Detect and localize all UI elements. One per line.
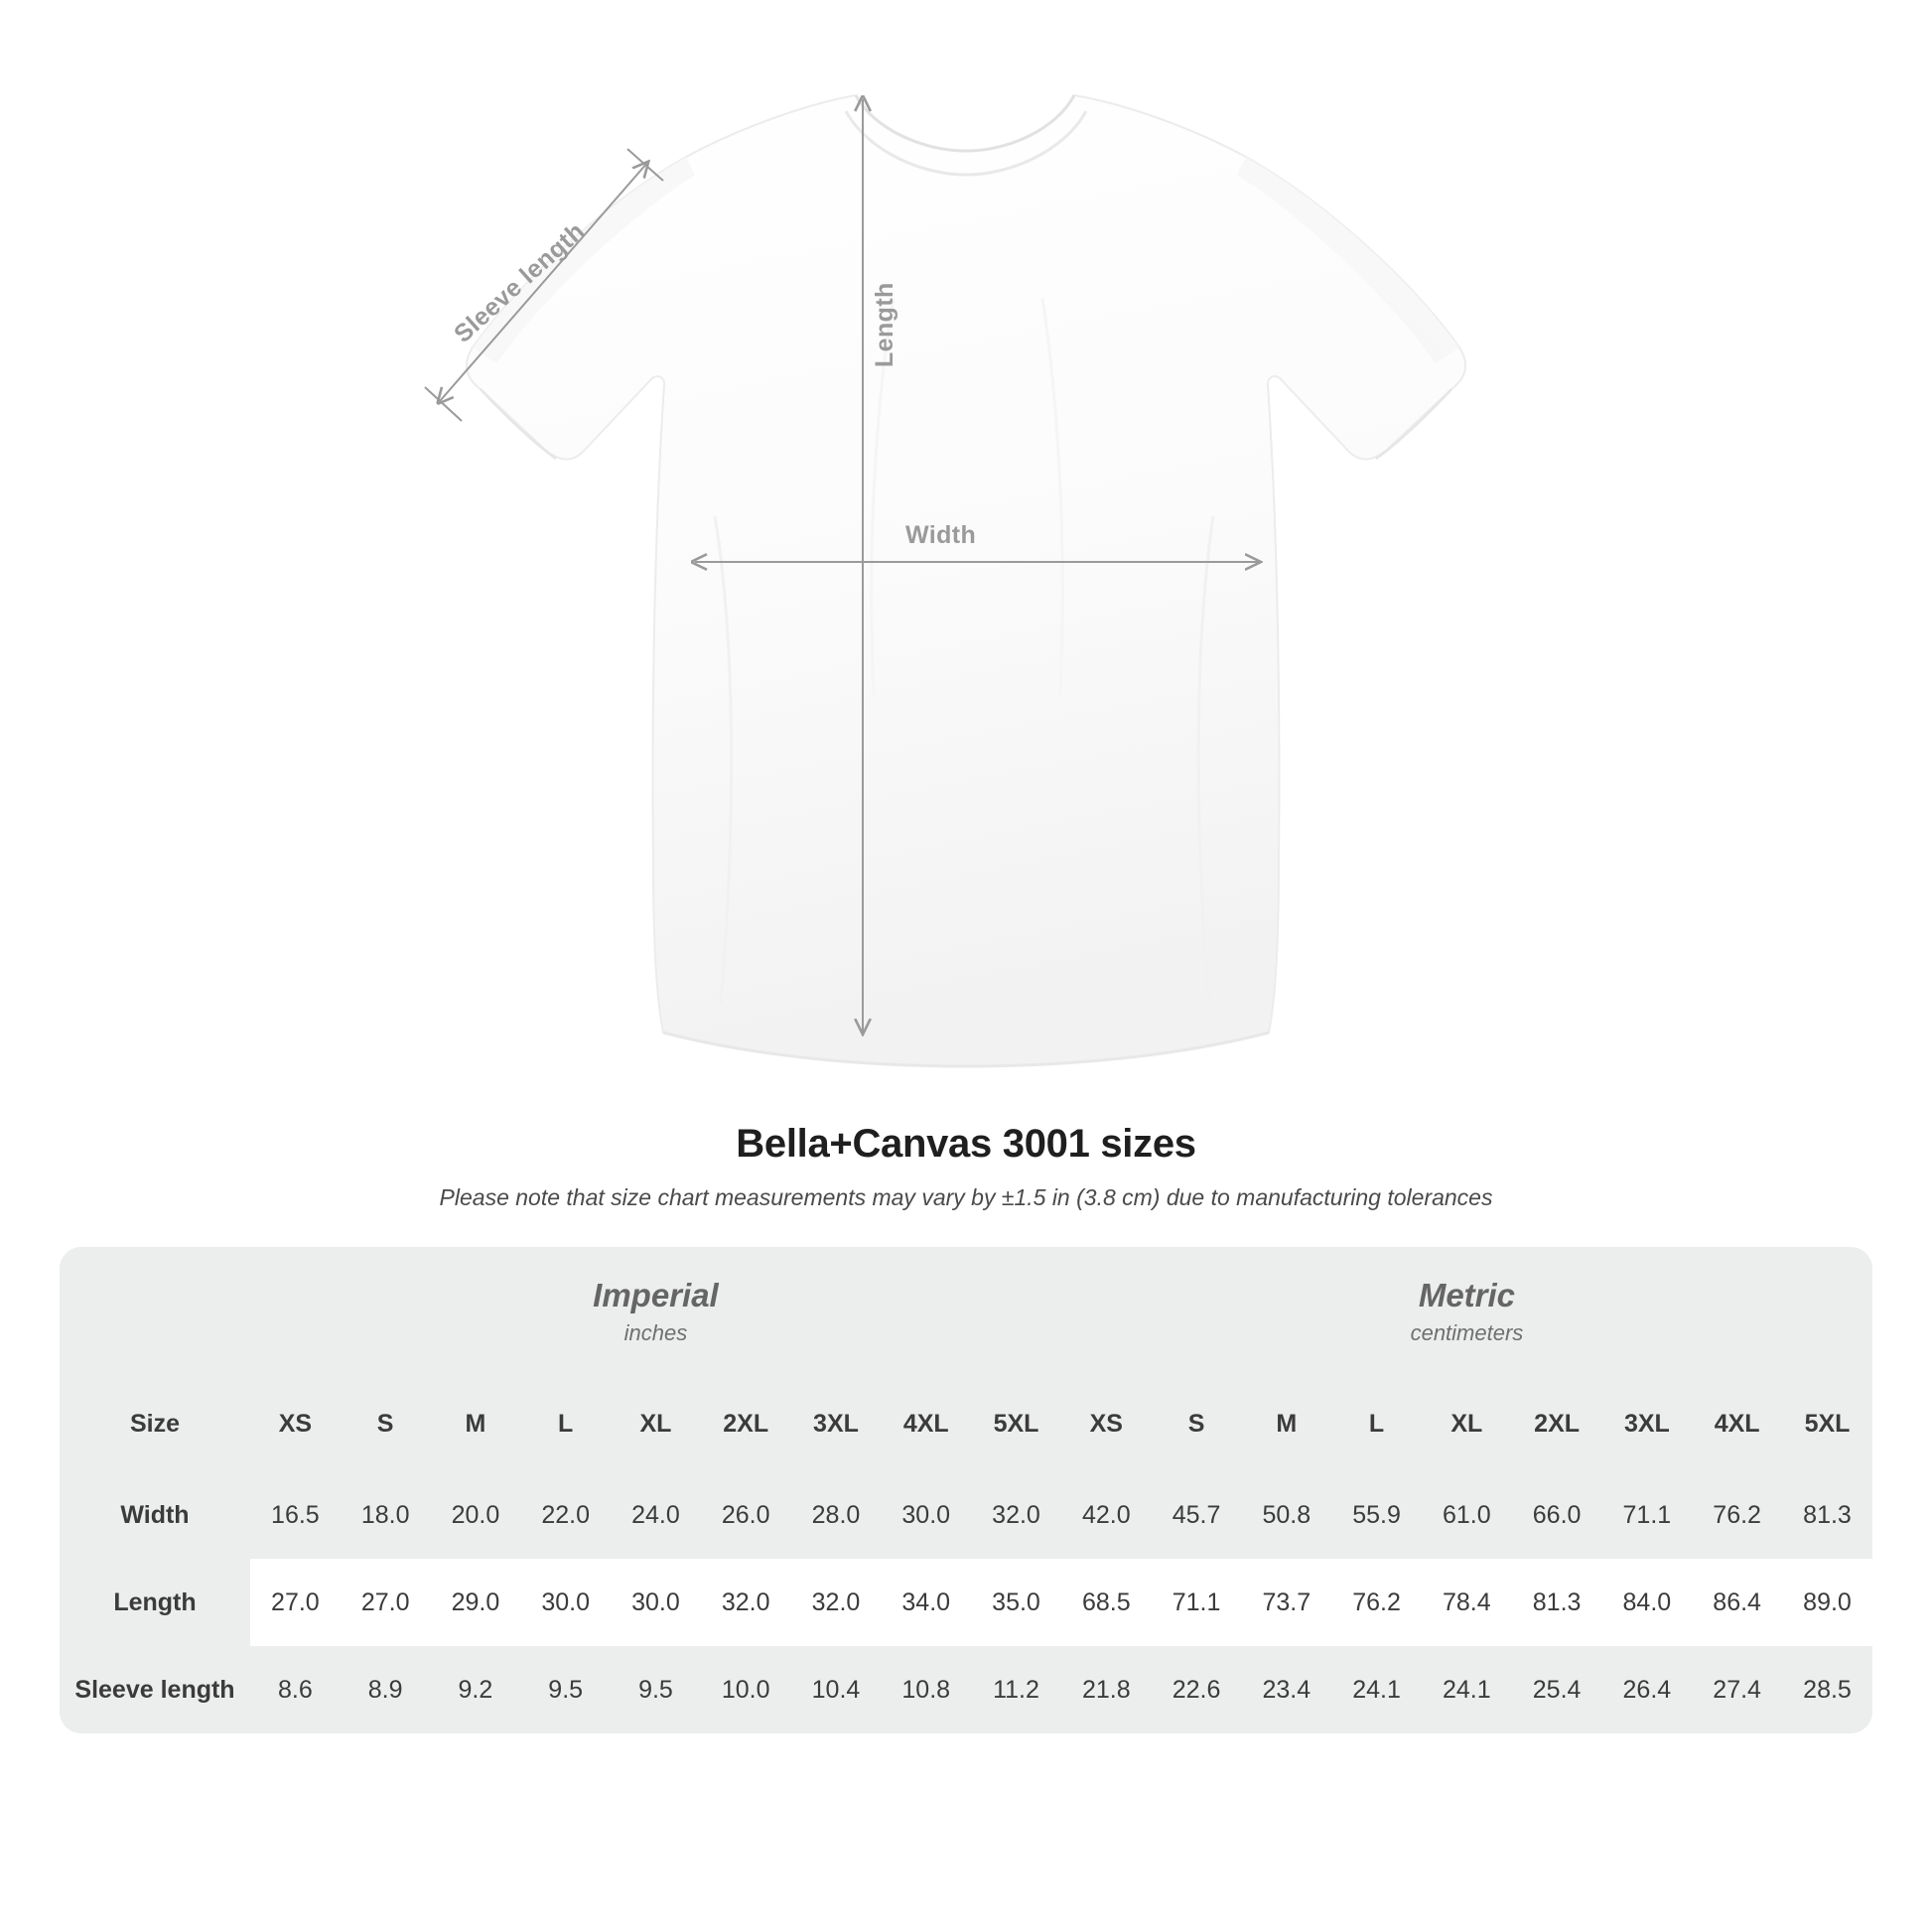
length-2xl-cm: 81.3 [1512,1559,1602,1646]
sleeve-3xl-in: 10.4 [791,1646,882,1733]
width-m-cm: 50.8 [1241,1471,1331,1559]
width-s-in: 18.0 [341,1471,431,1559]
size-header-xl-imperial: XL [611,1376,701,1471]
width-2xl-cm: 66.0 [1512,1471,1602,1559]
page-title: Bella+Canvas 3001 sizes [736,1122,1196,1166]
width-2xl-in: 26.0 [701,1471,791,1559]
length-xl-cm: 78.4 [1422,1559,1512,1646]
width-3xl-in: 28.0 [791,1471,882,1559]
width-5xl-in: 32.0 [971,1471,1061,1559]
sleeve-4xl-in: 10.8 [881,1646,971,1733]
width-3xl-cm: 71.1 [1601,1471,1692,1559]
size-table [60,1247,1872,1733]
width-m-in: 20.0 [431,1471,521,1559]
sleeve-4xl-cm: 27.4 [1692,1646,1782,1733]
length-m-cm: 73.7 [1241,1559,1331,1646]
length-4xl-in: 34.0 [881,1559,971,1646]
sleeve-xs-cm: 21.8 [1061,1646,1152,1733]
table-row [60,1559,1872,1646]
width-5xl-cm: 81.3 [1782,1471,1872,1559]
length-l-in: 30.0 [520,1559,611,1646]
sleeve-2xl-cm: 25.4 [1512,1646,1602,1733]
title-block [0,1122,1932,1211]
size-header-row [60,1376,1872,1471]
sleeve-xl-in: 9.5 [611,1646,701,1733]
row-label-sleeve-length: Sleeve length [60,1646,250,1733]
size-header-m-metric: M [1241,1376,1331,1471]
size-header-4xl-metric: 4XL [1692,1376,1782,1471]
table-row [60,1646,1872,1733]
tolerance-note: Please note that size chart measurements may vary by ±1.5 in (3.8 cm) due to manufacturing tolerances [439,1184,1493,1210]
length-5xl-in: 35.0 [971,1559,1061,1646]
size-header-4xl-imperial: 4XL [881,1376,971,1471]
length-xs-cm: 68.5 [1061,1559,1152,1646]
length-2xl-in: 32.0 [701,1559,791,1646]
size-header-5xl-imperial: 5XL [971,1376,1061,1471]
size-header-label: Size [60,1376,250,1471]
size-header-2xl-imperial: 2XL [701,1376,791,1471]
sleeve-2xl-in: 10.0 [701,1646,791,1733]
length-xl-in: 30.0 [611,1559,701,1646]
metric-title: Metric [1418,1277,1516,1314]
size-header-l-imperial: L [520,1376,611,1471]
length-label: Length [871,282,898,367]
sleeve-3xl-cm: 26.4 [1601,1646,1692,1733]
sleeve-m-in: 9.2 [431,1646,521,1733]
size-header-xs-metric: XS [1061,1376,1152,1471]
length-m-in: 29.0 [431,1559,521,1646]
size-header-s-imperial: S [341,1376,431,1471]
sleeve-l-in: 9.5 [520,1646,611,1733]
sleeve-xl-cm: 24.1 [1422,1646,1512,1733]
width-l-in: 22.0 [520,1471,611,1559]
size-header-xs-imperial: XS [250,1376,341,1471]
tshirt-shape [467,95,1465,1066]
width-label: Width [905,521,977,549]
length-xs-in: 27.0 [250,1559,341,1646]
sleeve-s-in: 8.9 [341,1646,431,1733]
size-header-3xl-metric: 3XL [1601,1376,1692,1471]
imperial-subtitle: inches [623,1319,688,1345]
sleeve-l-cm: 24.1 [1331,1646,1422,1733]
size-table-container [60,1247,1872,1733]
unit-header-row [60,1247,1872,1376]
sleeve-length-label: Sleeve length [449,216,591,348]
table-row [60,1471,1872,1559]
row-label-width: Width [60,1471,250,1559]
size-header-l-metric: L [1331,1376,1422,1471]
unit-header-metric [1061,1247,1872,1376]
width-s-cm: 45.7 [1152,1471,1242,1559]
size-header-s-metric: S [1152,1376,1242,1471]
length-4xl-cm: 86.4 [1692,1559,1782,1646]
width-xl-in: 24.0 [611,1471,701,1559]
imperial-title: Imperial [593,1277,719,1314]
length-3xl-cm: 84.0 [1601,1559,1692,1646]
length-3xl-in: 32.0 [791,1559,882,1646]
size-header-m-imperial: M [431,1376,521,1471]
length-5xl-cm: 89.0 [1782,1559,1872,1646]
row-label-length: Length [60,1559,250,1646]
size-header-3xl-imperial: 3XL [791,1376,882,1471]
length-s-cm: 71.1 [1152,1559,1242,1646]
sleeve-xs-in: 8.6 [250,1646,341,1733]
width-xs-cm: 42.0 [1061,1471,1152,1559]
metric-subtitle: centimeters [1410,1319,1524,1345]
sleeve-5xl-cm: 28.5 [1782,1646,1872,1733]
sleeve-m-cm: 23.4 [1241,1646,1331,1733]
length-s-in: 27.0 [341,1559,431,1646]
size-header-2xl-metric: 2XL [1512,1376,1602,1471]
unit-header-empty [60,1247,250,1376]
sleeve-5xl-in: 11.2 [971,1646,1061,1733]
sleeve-s-cm: 22.6 [1152,1646,1242,1733]
size-header-xl-metric: XL [1422,1376,1512,1471]
width-l-cm: 55.9 [1331,1471,1422,1559]
size-header-5xl-metric: 5XL [1782,1376,1872,1471]
width-4xl-in: 30.0 [881,1471,971,1559]
width-xs-in: 16.5 [250,1471,341,1559]
length-l-cm: 76.2 [1331,1559,1422,1646]
width-4xl-cm: 76.2 [1692,1471,1782,1559]
unit-header-imperial [250,1247,1061,1376]
width-xl-cm: 61.0 [1422,1471,1512,1559]
